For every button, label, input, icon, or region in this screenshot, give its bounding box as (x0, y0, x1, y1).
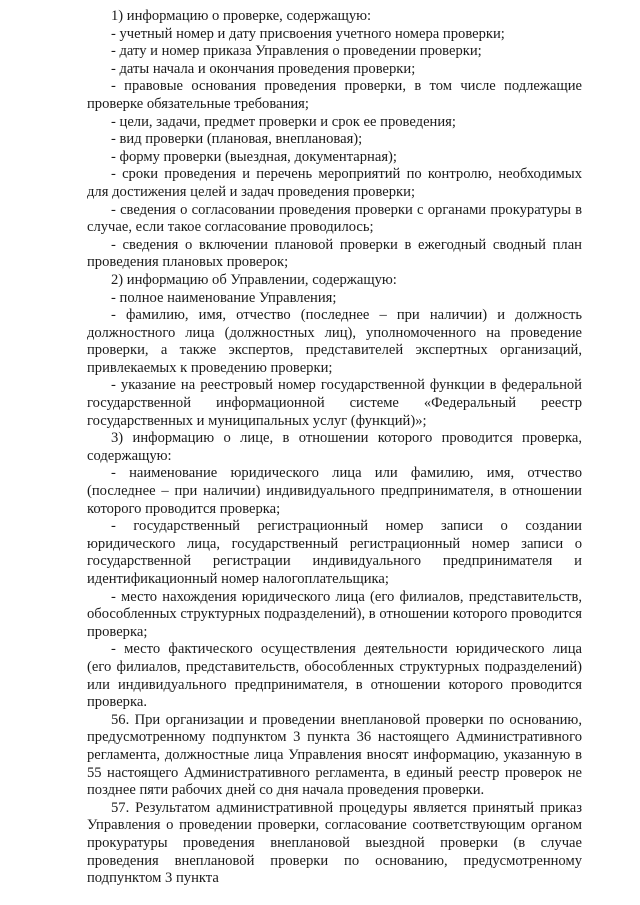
list-item-officials: - фамилию, имя, отчество (последнее – при наличии) и должность должностного лица (должностных лиц), уполномоченного на проведение проверки, а также экспертов, представителей экспертных организаций, привлекаемых к проведению проверки; (87, 307, 582, 376)
list-item-goals: - цели, задачи, предмет проверки и срок ее проведения; (111, 113, 456, 130)
list-item-inspection-type: - вид проверки (плановая, внеплановая); (111, 131, 363, 148)
list-item-start-end-dates: - даты начала и окончания проведения проверки; (111, 60, 416, 77)
list-item-entity-name: - наименование юридического лица или фамилию, имя, отчество (последнее – при наличии) индивидуального предпринимателя, в отношении которого проводится проверка; (87, 465, 582, 517)
list-item-prosecutor-approval: - сведения о согласовании проведения проверки с органами прокуратуры в случае, если такое согласование проводилось; (87, 201, 582, 236)
list-item-location: - место нахождения юридического лица (его филиалов, представительств, обособленных структурных подразделений), в отношении которого проводится проверка; (87, 588, 582, 640)
list-item-order-date: - дату и номер приказа Управления о проведении проверки; (111, 43, 482, 60)
list-item-legal-grounds: - правовые основания проведения проверки, в том числе подлежащие проверке обязательные требования; (87, 78, 582, 112)
list-item-registration-number: - учетный номер и дату присвоения учетного номера проверки; (111, 25, 505, 42)
list-item-registry-number: - указание на реестровый номер государственной функции в федеральной государственной информационной системе «Федеральный реестр государственных и муниципальных услуг (функций)»; (87, 377, 582, 429)
paragraph-56: 56. При организации и проведении внеплановой проверки по основанию, предусмотренному подпунктом 3 пункта 36 настоящего Административного регламента, должностные лица Управления вносят информацию, указанную в 55 настоящего Административного регламента, в единый реестр проверок не позднее пяти рабочих дней со дня начала проведения проверки. (87, 711, 582, 799)
list-item-registration-records: - государственный регистрационный номер записи о создании юридического лица, государственный регистрационный номер записи о государственной регистрации индивидуального предпринимателя и идентификационный номер налогоплательщика; (87, 518, 582, 587)
paragraph-subject-info: 3) информацию о лице, в отношении которого проводится проверка, содержащую: (87, 430, 582, 464)
list-item-actual-activity-place: - место фактического осуществления деятельности юридического лица (его филиалов, представительств, обособленных структурных подразделений) или индивидуального предпринимателя, в отношении которого проводится проверка. (87, 641, 582, 711)
list-item-annual-plan: - сведения о включении плановой проверки в ежегодный сводный план проведения плановых проверок; (87, 236, 582, 271)
list-item-inspection-form: - форму проверки (выездная, документарная); (111, 148, 397, 165)
paragraph-authority-info: 2) информацию об Управлении, содержащую: (111, 271, 397, 288)
list-item-full-name: - полное наименование Управления; (111, 289, 337, 306)
list-item-terms-measures: - сроки проведения и перечень мероприятий по контролю, необходимых для достижения целей и задач проведения проверки; (87, 166, 582, 200)
paragraph-57: 57. Результатом административной процедуры является принятый приказ Управления о проведении проверки, согласование соответствующим органом прокуратуры проведения внеплановой выездной проверки (в случае проведения внеплановой проверки по основанию, предусмотренному подпунктом 3 пункта (87, 799, 582, 887)
paragraph-inspection-info: 1) информацию о проверке, содержащую: (111, 8, 372, 24)
